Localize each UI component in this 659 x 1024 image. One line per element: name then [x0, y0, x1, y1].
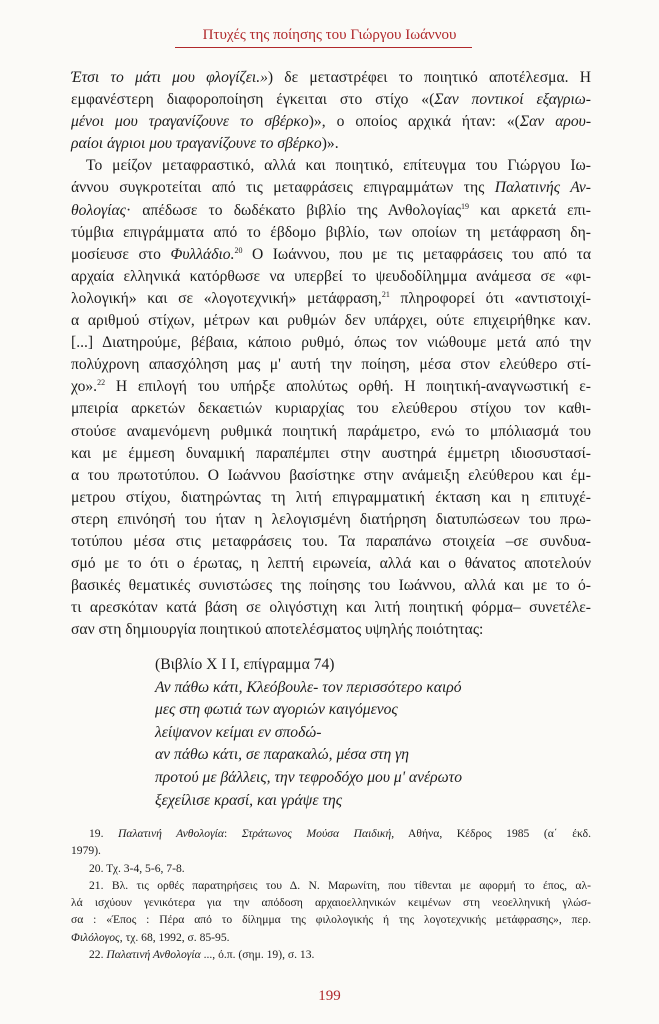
verse-line [155, 767, 595, 790]
italic-quote: Σαν ποντικοί εξαγριω- [434, 91, 591, 109]
text-line [71, 310, 591, 332]
text-span: μετρου στίχου, διατηρώντας τη λιτή επιγραμματική έκταση και η επιτυχέ- [71, 488, 591, 506]
text-line [71, 553, 591, 575]
running-header-title: Πτυχές της ποίησης του Γιώργου Ιωάννου [202, 27, 457, 43]
footnote-line: 21. Βλ. τις ορθές παρατηρήσεις του Δ. Ν. Μαρωνίτη, που τίθενται με αφορμή το έπος, αλ- [89, 878, 591, 892]
footnote-ref[interactable]: 20 [234, 245, 243, 255]
footnote-20 [71, 860, 591, 877]
italic-title: Παλατινή Ανθολογία [118, 827, 224, 840]
text-span: : [223, 827, 242, 840]
text-span: ) δε μεταστρέφει το ποιητικό αποτέλεσμα. Η [267, 69, 592, 86]
text-line [71, 575, 591, 597]
text-span: σμό με το ότι ο έρωτας, η λεπτή ειρωνεία, αλλά και ο θάνατος αποτελούν [71, 555, 591, 573]
text-span: [...] Διατηρούμε, βέβαια, κάποιο ρυθμό, όπως τον νιώθουμε μετά από την [71, 334, 591, 352]
text-line [71, 465, 591, 487]
text-span: αρχαία ελληνικά κατόρθωσε να υπερβεί το ψευδοδίλημμα ανάμεσα σε «φι- [71, 267, 591, 285]
text-span: μπειρία αρκετών δεκαετιών κυριαρχίας του ελεύθερου στίχου τον καθι- [71, 400, 591, 418]
paragraph-2 [71, 155, 591, 641]
epigram-heading: (Βιβλίο X I I, επίγραμμα 74) [155, 656, 335, 673]
verse-line [155, 699, 595, 722]
text-span: α αριθμού στίχων, μέτρων και ρυθμών δεν υπάρχει, ούτε επιχειρήθηκε καν. [71, 312, 591, 330]
text-line [71, 421, 591, 443]
footnote-line [71, 842, 591, 859]
text-line [71, 597, 591, 619]
main-text [71, 67, 591, 641]
verse-text: Αν πάθω κάτι, Κλεόβουλε- τον περισσότερο καιρό [155, 678, 462, 696]
footnote-line: σα : «Έπος : Πέρα από το δίλημμα της φιλολογικής ή της λογοτεχνικής μετάφρασης», περ. [71, 913, 591, 927]
footnote-line [71, 946, 591, 963]
epigram-quote [155, 654, 595, 812]
text-span: μοσίευσε στο [71, 245, 171, 263]
text-line [71, 619, 591, 641]
footnote-line: λά ισχύουν γενικότερα για την απόδοση αρχαιοελληνικών κειμένων στη νεοελληνική γλώσ- [71, 896, 591, 910]
text-line [71, 111, 591, 133]
text-line [71, 200, 591, 222]
footnote-line [71, 929, 591, 946]
text-span: σαν στη δημιουργία ποιητικού αποτελέσματος υψηλής ποιότητας: [71, 621, 484, 639]
text-line [71, 398, 591, 420]
footnote-ref[interactable]: 19 [461, 201, 470, 211]
paragraph-1 [71, 67, 591, 155]
italic-title: Στράτωνος Μούσα Παιδική [241, 827, 392, 840]
footnotes [71, 825, 591, 963]
text-line [71, 376, 591, 398]
text-span: ..., ό.π. (σημ. 19), σ. 13. [200, 948, 315, 962]
text-span: , τχ. 68, 1992, σ. 85-95. [119, 930, 230, 944]
italic-title: Φιλόλογος [71, 930, 120, 944]
verse-text: προτού με βάλλεις, την τεφροδόχο μου μ' ανέρωτο [155, 768, 463, 786]
text-span: )». [321, 135, 339, 153]
text-line [71, 89, 591, 111]
text-span: και αρκετά επι- [469, 201, 591, 219]
text-span: άννου συγκροτείται από τις μεταφράσεις επιγραμμάτων της [71, 179, 495, 197]
italic-title: Φυλλάδιο. [170, 245, 235, 263]
text-span: τι αρεσκόταν κατά βάση σε ολιγόστιχη και λιτή ποιητική φόρμα– συνετέλε- [71, 599, 591, 617]
text-line [71, 222, 591, 244]
text-line [71, 443, 591, 465]
italic-title: θολογίας [71, 201, 126, 219]
text-span: )», ο οποίος αρχικά ήταν: «( [308, 113, 520, 131]
text-line [71, 67, 591, 89]
italic-quote: μένοι μου τραγανίζουνε το σβέρκο [71, 113, 309, 131]
italic-title: Παλατινή Ανθολογία [106, 948, 201, 962]
text-span: πληροφορεί ότι «αντιστοιχί- [389, 289, 592, 307]
text-span: τύμβια επιγράμματα από το έβδομο βιβλίο, των οποίων τη μετάφραση δη- [71, 223, 591, 241]
footnote-19 [71, 825, 591, 860]
text-line [71, 487, 591, 509]
verse-line [155, 677, 595, 700]
text-line [71, 133, 591, 155]
verse-text: αν πάθω κάτι, σε παρακαλώ, μέσα στη γη [155, 746, 409, 764]
text-line [71, 332, 591, 354]
verse-line [155, 722, 595, 745]
text-span: λολογική» και σε «λογοτεχνική» μετάφραση, [71, 289, 382, 307]
text-span: τοτύπου μέσα στις μεταφράσεις του. Τα παραπάνω στοιχεία –σε συνδυα- [71, 532, 591, 550]
header-rule [175, 47, 472, 48]
verse-text: λείψανον κείμαι εν σποδώ- [155, 723, 322, 741]
footnote-line [71, 825, 591, 842]
text-span: εμφανέστερη διαφοροποίηση έγκειται στο στίχο «( [71, 91, 435, 109]
footnote-ref[interactable]: 21 [381, 289, 390, 299]
text-span: 22. [89, 948, 107, 962]
text-span: στούσε αναμενόμενη ρυθμικά ποιητική παράμετρο, ενώ το μπόλιασμά του [71, 422, 591, 440]
verse-line [155, 790, 595, 813]
verse-text: μες στη φωτιά των αγοριών καιγόμενος [155, 701, 398, 719]
text-line [71, 266, 591, 288]
italic-title: Παλατινής Αν- [494, 179, 591, 197]
italic-quote: Έτσι το μάτι μου φλογίζει.» [71, 69, 268, 86]
verse-text: ξεχείλισε κρασί, και γράψε της [155, 791, 343, 809]
text-span: Το μείζον μεταφραστικό, αλλά και ποιητικό, επίτευγμα του Γιώργου Ιω- [86, 157, 591, 175]
text-span: Ο Ιωάννου, που με τις μεταφράσεις του από τα [242, 245, 592, 263]
text-span: πολύχρονη απασχόληση μας μ' αυτή την ποίηση, μέσα στον ελεύθερο στί- [71, 356, 591, 374]
text-line [71, 288, 591, 310]
text-line [71, 509, 591, 531]
text-span: , Αθήνα, Κέδρος 1985 (α΄ έκδ. [391, 827, 592, 840]
footnote-21 [71, 877, 591, 946]
text-line [71, 531, 591, 553]
text-span: στερη επινόησή του ήταν η λελογισμένη διατήρηση διατυπώσεων του πρω- [71, 510, 591, 528]
verse-line [155, 744, 595, 767]
page-number: 199 [318, 988, 341, 1004]
text-line [71, 244, 591, 266]
italic-quote: ραίοι άγριοι μου τραγανίζουνε το σβέρκο [71, 135, 322, 153]
text-span: 19. [89, 827, 119, 840]
footnote-22 [71, 946, 591, 963]
running-header [0, 27, 659, 44]
text-span: βασικές θεματικές συνιστώσες της ποίησης του Ιωάννου, αλλά και με το ό- [71, 577, 591, 595]
text-span: · απέδωσε το δωδέκατο βιβλίο της Ανθολογίας [126, 201, 462, 219]
text-span: και με έμμεση δυναμική παραπέμπει στην αυστηρά έμμετρη ιδιοσυστασί- [71, 444, 591, 462]
text-line [71, 155, 591, 177]
text-span: 1979). [71, 844, 101, 858]
text-line [71, 177, 591, 199]
text-span: α του πρωτοτύπου. Ο Ιωάννου βασίστηκε στην ανάμειξη ελεύθερου και έμ- [71, 466, 591, 484]
text-line [71, 354, 591, 376]
footnote-line: 20. Τχ. 3-4, 5-6, 7-8. [89, 861, 185, 875]
footnote-ref[interactable]: 22 [97, 378, 106, 388]
text-span: Η επιλογή του υπήρξε απολύτως ορθή. Η ποιητική-αναγνωστική ε- [105, 378, 591, 396]
text-span: χο». [71, 378, 98, 396]
italic-quote: Σαν αρου- [519, 113, 592, 131]
